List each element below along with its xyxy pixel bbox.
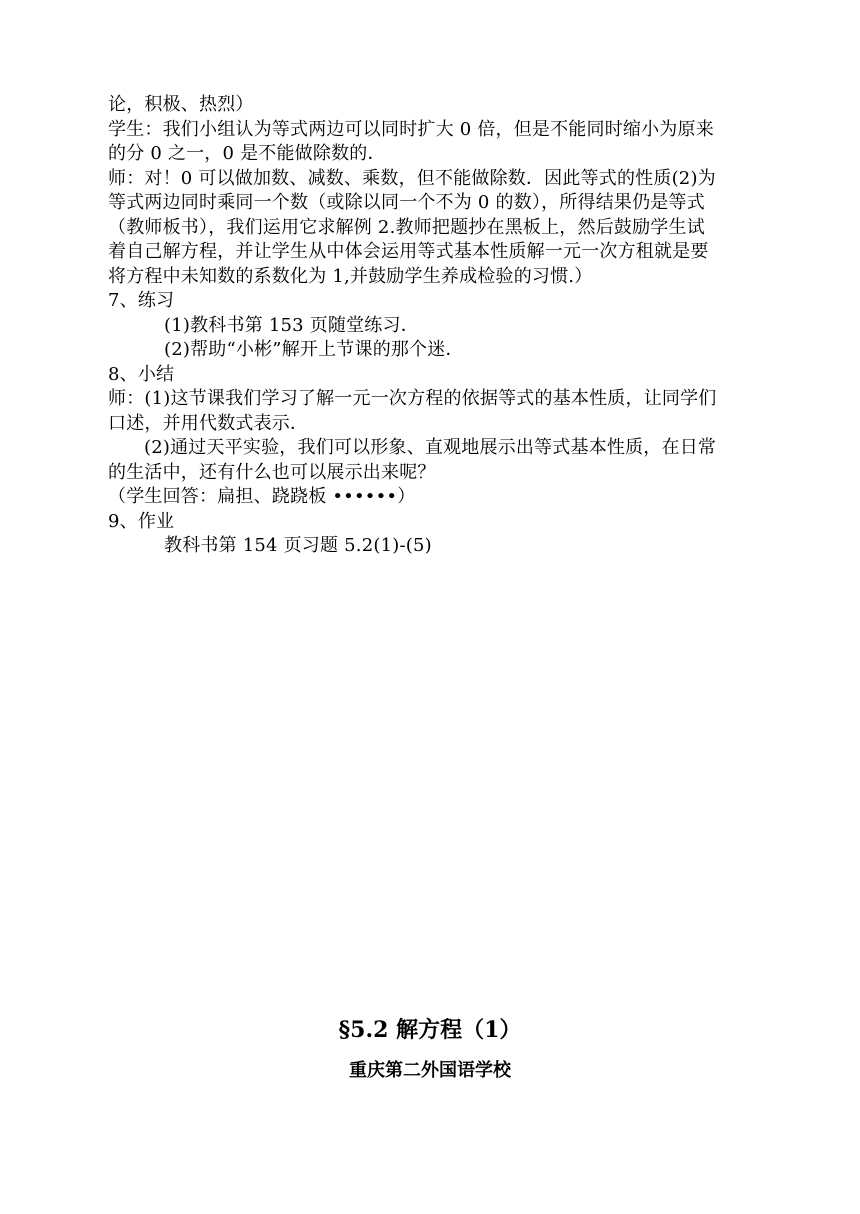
text-line: 口述，并用代数式表示． — [108, 412, 309, 434]
text-line: 的生活中，还有什么也可以展示出来呢？ — [108, 461, 436, 483]
text-line: 的分 0 之一，0 是不能做除数的． — [108, 143, 386, 164]
page-title: §5.2 解方程（1） — [338, 1017, 522, 1043]
text-line: 师：对！0 可以做加数、减数、乘数，但不能做除数．因此等式的性质(2)为 — [108, 167, 716, 189]
text-line: （教师板书），我们运用它求解例 2.教师把题抄在黑板上，然后鼓励学生试 — [108, 216, 705, 238]
text-line: 将方程中未知数的系数化为 1,并鼓励学生养成检验的习惯.） — [108, 265, 593, 287]
text-line: 教科书第 154 页习题 5.2(1)-(5) — [164, 535, 432, 556]
text-line: 着自己解方程，并让学生从中体会运用等式基本性质解一元一次方租就是要 — [108, 241, 709, 262]
text-line: (2)帮助“小彬”解开上节课的那个迷． — [164, 339, 464, 360]
text-line: (2)通过天平实验，我们可以形象、直观地展示出等式基本性质，在日常 — [144, 437, 717, 458]
text-line: 论，积极、热烈） — [108, 94, 254, 115]
text-line: 等式两边同时乘同一个数（或除以同一个不为 0 的数），所得结果仍是等式 — [108, 192, 705, 213]
section-heading-homework: 9、作业 — [108, 510, 175, 532]
document-body — [108, 93, 776, 559]
text-line: 师：(1)这节课我们学习了解一元一次方程的依据等式的基本性质，让同学们 — [108, 388, 717, 409]
text-line: (1)教科书第 153 页随堂练习． — [164, 314, 419, 336]
section-heading-practice: 7、练习 — [108, 290, 175, 311]
school-name: 重庆第二外国语学校 — [349, 1060, 511, 1081]
text-line: 学生：我们小组认为等式两边可以同时扩大 0 倍，但是不能同时缩小为原来 — [108, 118, 714, 140]
section-heading-summary: 8、小结 — [108, 363, 175, 385]
text-line: （学生回答：扁担、跷跷板 ••••••） — [108, 486, 416, 507]
